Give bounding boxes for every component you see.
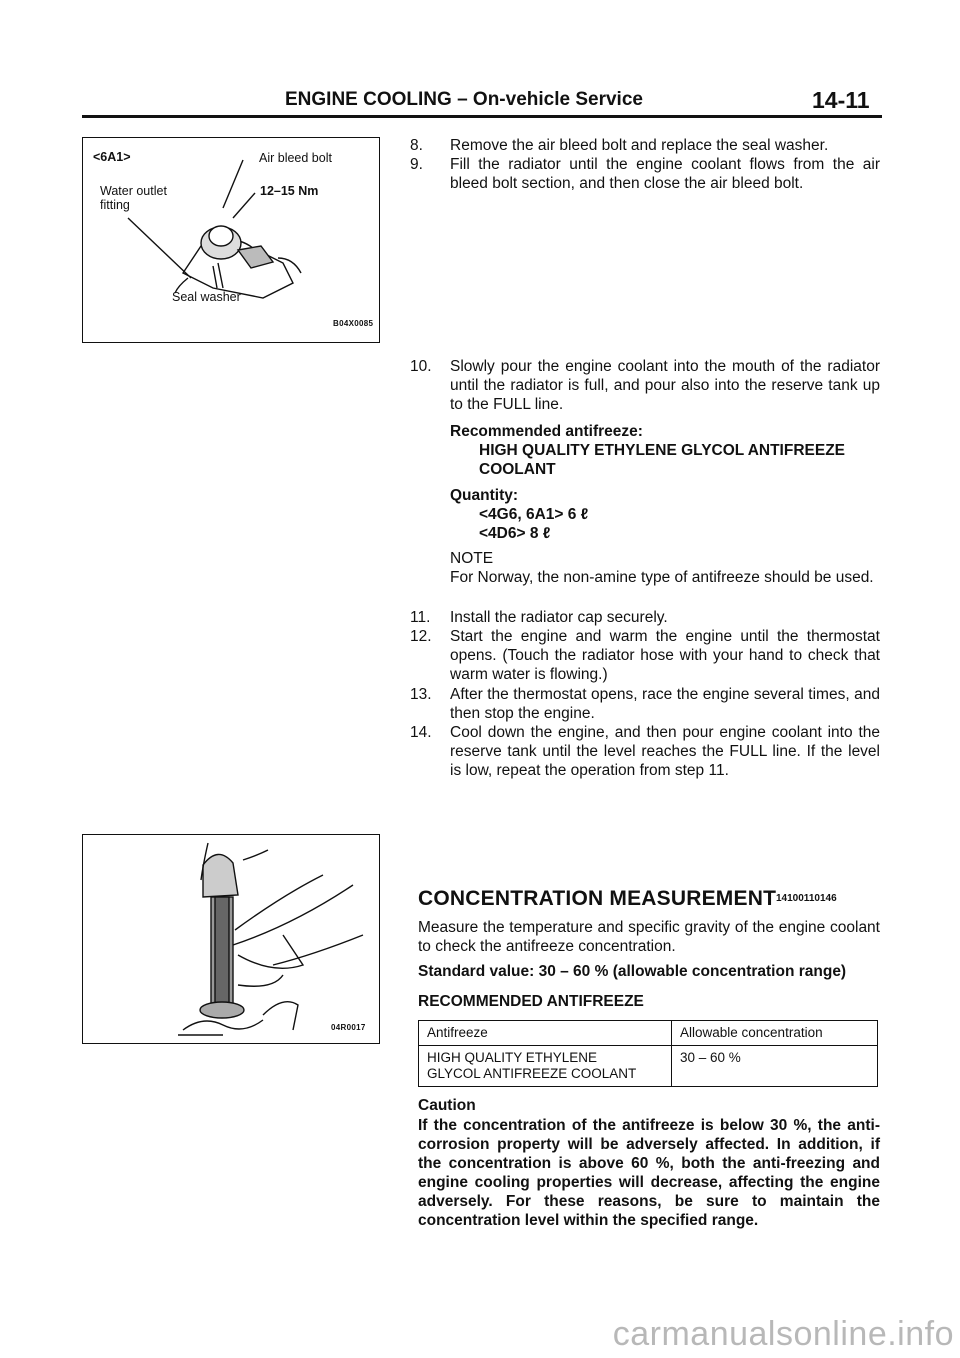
table-cell: HIGH QUALITY ETHYLENE GLYCOL ANTIFREEZE COOLANT xyxy=(419,1046,672,1087)
caution-heading: Caution xyxy=(418,1097,476,1114)
step-10: 10. Slowly pour the engine coolant into the mouth of the radiator until the radiator is full, and pour also into the reserve tank up to the FULL line. xyxy=(410,358,880,413)
recommended-antifreeze-heading: RECOMMENDED ANTIFREEZE xyxy=(418,993,644,1010)
figure-hydrometer xyxy=(82,834,380,1044)
header-rule xyxy=(82,115,882,118)
label-seal-washer: Seal washer xyxy=(172,290,241,304)
standard-value: Standard value: 30 – 60 % (allowable concentration range) xyxy=(418,963,847,980)
table-row xyxy=(419,1046,878,1087)
page-header-title: ENGINE COOLING – On-vehicle Service xyxy=(285,89,643,110)
figure-air-bleed-bolt xyxy=(82,137,380,343)
caution-text: If the concentration of the antifreeze is below 30 %, the anti-corrosion property will be adversely affected. In addition, if the concentration is above 60 %, both the anti-freezing and engine cooling properties will decrease, affecting the engine adversely. For these reasons, be sure to maintain the concentration level within the specified range. xyxy=(418,1117,880,1229)
figure-code: 04R0017 xyxy=(331,1023,366,1032)
table-header-row xyxy=(419,1021,878,1046)
page-number: 14-11 xyxy=(812,87,870,113)
label-water-outlet: Water outlet xyxy=(100,184,167,198)
step-12: 12. Start the engine and warm the engine until the thermostat opens. (Touch the radiator hose with your hand to check that warm water is flowing.) xyxy=(410,628,880,683)
hydrometer-illustration xyxy=(83,835,379,1043)
quantity: Quantity: <4G6, 6A1> 6 ℓ <4D6> 8 ℓ xyxy=(450,487,589,542)
step-14: 14. Cool down the engine, and then pour engine coolant into the reserve tank until the level reaches the FULL line. If the level is low, repeat the operation from step 11. xyxy=(410,724,880,779)
figure-engine-tag: <6A1> xyxy=(93,150,131,164)
antifreeze-table xyxy=(418,1020,878,1087)
table-cell: 30 – 60 % xyxy=(672,1046,878,1087)
concentration-intro: Measure the temperature and specific gravity of the engine coolant to check the antifreeze concentration. xyxy=(418,919,880,955)
watermark: carmanualsonline.info xyxy=(612,1315,954,1353)
table-header-cell: Antifreeze xyxy=(419,1021,672,1046)
note: NOTE For Norway, the non-amine type of antifreeze should be used. xyxy=(450,550,874,586)
air-bleed-bolt-illustration xyxy=(83,138,379,342)
figure-code: B04X0085 xyxy=(333,319,374,328)
section-code: 14100110146 xyxy=(776,893,837,904)
step-11: 11. Install the radiator cap securely. xyxy=(410,609,668,626)
label-air-bleed-bolt: Air bleed bolt xyxy=(259,151,332,165)
table-header-cell: Allowable concentration xyxy=(672,1021,878,1046)
step-13: 13. After the thermostat opens, race the engine several times, and then stop the engine. xyxy=(410,686,880,722)
label-fitting: fitting xyxy=(100,198,130,212)
section-heading-concentration: CONCENTRATION MEASUREMENT xyxy=(418,887,777,910)
recommended-antifreeze: Recommended antifreeze: HIGH QUALITY ETHYLENE GLYCOL ANTIFREEZE COOLANT xyxy=(450,423,846,478)
label-torque: 12–15 Nm xyxy=(260,184,319,198)
step-9: 9. Fill the radiator until the engine coolant flows from the air bleed bolt section, and then close the air bleed bolt. xyxy=(410,156,880,192)
step-8: 8. Remove the air bleed bolt and replace the seal washer. xyxy=(410,137,829,154)
